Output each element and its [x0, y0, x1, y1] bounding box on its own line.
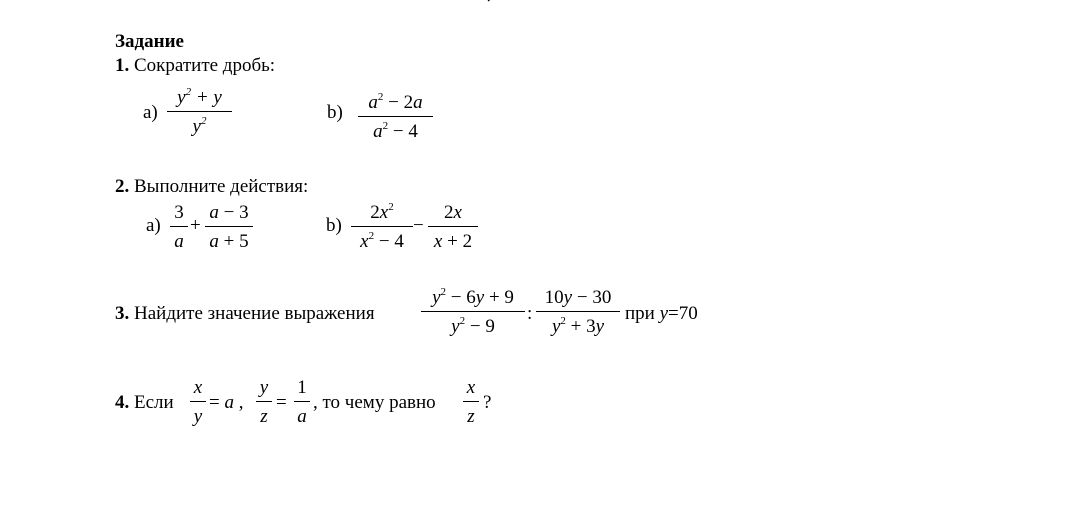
task4-fraction-3	[294, 378, 310, 426]
task3-text: Найдите значение выражения	[134, 303, 375, 324]
task2-a-fraction-2	[205, 203, 253, 251]
cropped-text-fragment	[470, 0, 500, 2]
task3-fraction-2	[536, 288, 620, 336]
task2-a-f1-denominator: a	[174, 231, 184, 252]
task4-fraction-4	[463, 378, 479, 426]
task1-a-label: a)	[143, 102, 158, 123]
task2-a-f1-numerator: 3	[174, 202, 184, 223]
task3-line	[115, 304, 375, 323]
task1-b-label: b)	[327, 102, 343, 123]
task2-a-label: a)	[146, 215, 161, 236]
task4-equals: =	[276, 392, 287, 413]
task4-fraction-2	[256, 378, 272, 426]
task2-b-f1-numerator: $2x^2$	[370, 201, 394, 223]
task1-text: Сократите дробь:	[134, 55, 276, 76]
fraction-bar	[463, 401, 479, 402]
task2-b-fraction-1	[351, 203, 413, 251]
task2-line	[115, 177, 308, 196]
task4-fraction-1	[190, 378, 206, 426]
task4-f2-denominator: z	[260, 406, 268, 427]
task4-f4-numerator: x	[466, 377, 476, 398]
task2-b-fraction-2	[428, 203, 478, 251]
task1-b-numerator: $a^2 - 2a$	[368, 91, 423, 113]
heading: Задание	[115, 31, 184, 52]
fraction-bar	[421, 311, 525, 312]
task3-fraction-1	[421, 288, 525, 336]
fraction-bar	[167, 111, 232, 112]
task2-a-f2-denominator: a + 5	[209, 231, 249, 252]
task4-f4-denominator: z	[467, 406, 475, 427]
fraction-bar	[170, 226, 188, 227]
fraction-bar	[536, 311, 620, 312]
task2-number: 2.	[115, 176, 130, 197]
task4-text: Если	[134, 392, 174, 413]
task3-f2-numerator: 10y − 30	[544, 287, 612, 308]
fraction-bar	[205, 226, 253, 227]
task4-middle-text: , то чему равно	[313, 392, 436, 413]
fraction-bar	[294, 401, 310, 402]
task1-a-denominator: $y^2$	[192, 115, 207, 137]
task2-a-fraction-1	[170, 203, 188, 251]
task2-a-operator: +	[190, 215, 201, 236]
task3-suffix: при y=70	[625, 303, 698, 324]
task3-f2-denominator: $y^2 + 3y$	[551, 315, 605, 337]
task1-b-fraction	[358, 93, 433, 141]
task3-f1-denominator: $y^2 - 9$	[451, 315, 495, 337]
task4-f1-denominator: y	[193, 406, 203, 427]
task4-f2-numerator: y	[259, 377, 269, 398]
fraction-bar	[256, 401, 272, 402]
task4-f3-numerator: 1	[297, 377, 307, 398]
task1-line	[115, 56, 275, 75]
task2-a-f2-numerator: a − 3	[209, 202, 249, 223]
task4-question-mark: ?	[483, 392, 492, 413]
task2-b-f2-denominator: x + 2	[433, 231, 473, 252]
task2-b-f2-numerator: 2x	[444, 202, 462, 223]
task2-b-label: b)	[326, 215, 342, 236]
task2-text: Выполните действия:	[134, 176, 309, 197]
fraction-bar	[358, 116, 433, 117]
task4-equals-a: = a ,	[209, 392, 244, 413]
task4-number: 4.	[115, 392, 130, 413]
task3-operator: :	[527, 303, 533, 324]
task1-a-fraction	[167, 88, 232, 136]
task1-b-denominator: $a^2 - 4$	[373, 120, 418, 142]
task1-number: 1.	[115, 55, 130, 76]
task2-b-operator: −	[413, 215, 424, 236]
fraction-bar	[351, 226, 413, 227]
task3-f1-numerator: $y^2 - 6y + 9$	[432, 286, 514, 308]
fraction-bar	[428, 226, 478, 227]
task1-a-numerator: $y^2 + y$	[177, 86, 222, 108]
task4-f3-denominator: a	[297, 406, 307, 427]
task4-f1-numerator: x	[193, 377, 203, 398]
fraction-bar	[190, 401, 206, 402]
task3-number: 3.	[115, 303, 130, 324]
task2-b-f1-denominator: $x^2 - 4$	[360, 230, 404, 252]
task4-line	[115, 393, 174, 412]
